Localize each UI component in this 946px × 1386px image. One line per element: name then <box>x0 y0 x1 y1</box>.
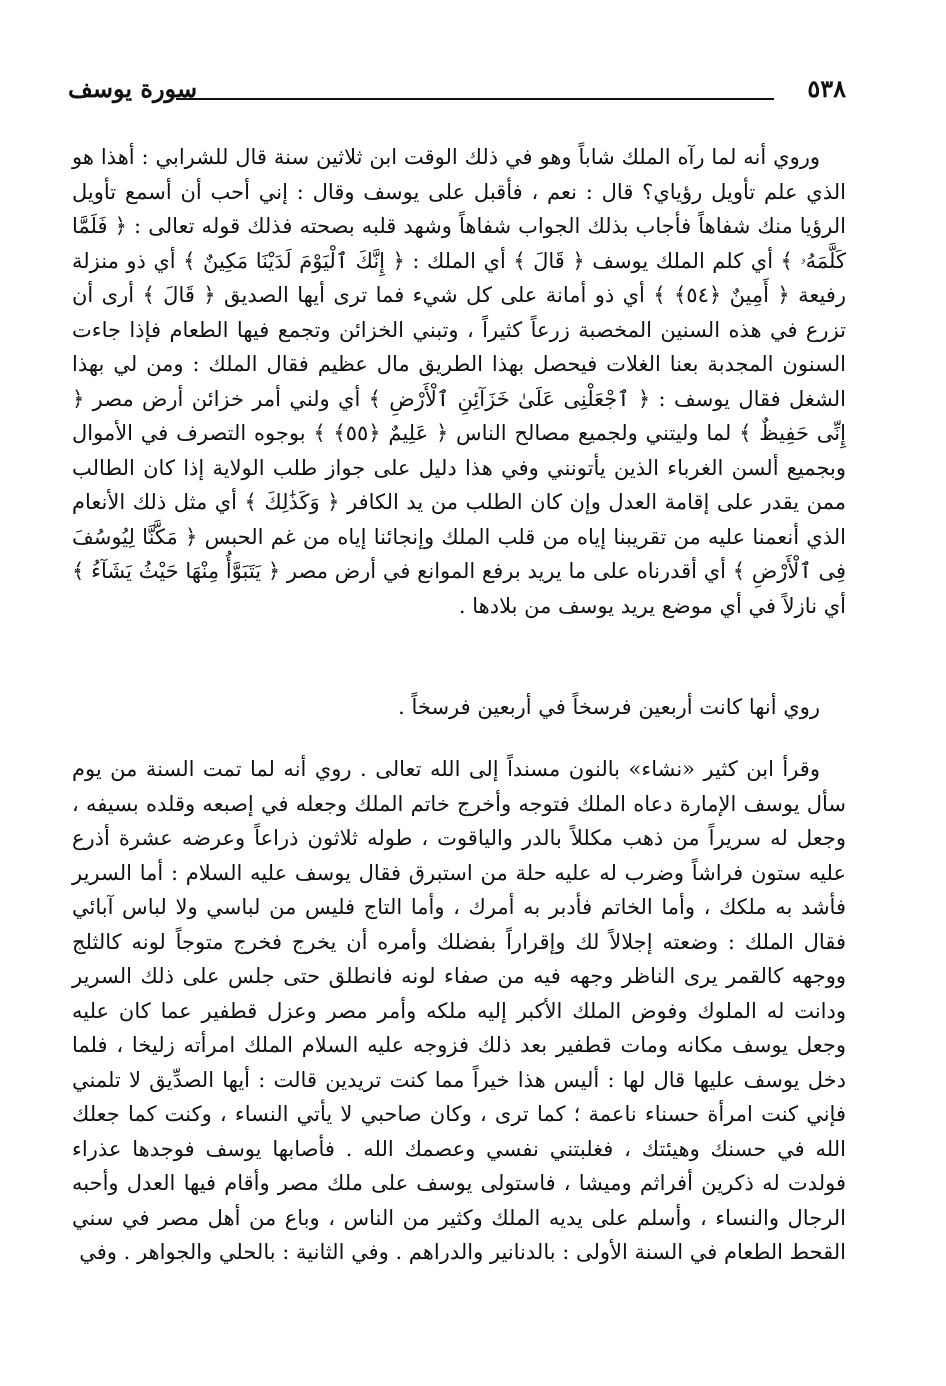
paragraph-1: وروي أنه لما رآه الملك شاباً وهو في ذلك الوقت ابن ثلاثين سنة قال للشرابي : أهذا هو الذي علم تأويل رؤياي؟ قال : نعم ، فأقبل على يوسف وقال : إني أحب أن أسمع تأويل الرؤيا منك شفاهاً فأجاب بذلك الجواب شفاهاً وشهد قلبه بصحته فذلك قوله تعالى : ﴿ فَلَمَّا كَلَّمَهُۥ ﴾ أي كلم الملك يوسف ﴿ قَالَ ﴾ أي الملك : ﴿ إِنَّكَ ٱلْيَوْمَ لَدَيْنَا مَكِينٌ ﴾ أي ذو منزلة رفيعة ﴿ أَمِينٌ ﴿٥٤﴾ ﴾ أي ذو أمانة على كل شيء فما ترى أيها الصديق ﴿ قَالَ ﴾ أرى أن تزرع في هذه السنين المخصبة زرعاً كثيراً ، وتبني الخزائن وتجمع فيها الطعام فإذا جاءت السنون المجدبة بعنا الغلات فيحصل بهذا الطريق مال عظيم فقال الملك : ومن لي بهذا الشغل فقال يوسف : ﴿ ٱجْعَلْنِى عَلَىٰ خَزَآئِنِ ٱلْأَرْضِ ﴾ أي ولني أمر خزائن أرض مصر ﴿ إِنِّى حَفِيظٌ ﴾ لما وليتني ولجميع مصالح الناس ﴿ عَلِيمٌ ﴿٥٥﴾ ﴾ بوجوه التصرف في الأموال وبجميع ألسن الغرباء الذين يأتونني وفي هذا دليل على جواز طلب الولاية إذا كان الطالب ممن يقدر على إقامة العدل وإن كان الطلب من يد الكافر ﴿ وَكَذَٰلِكَ ﴾ أي مثل ذلك الأنعام الذي أنعمنا عليه من تقريبنا إياه من قلب الملك وإنجائنا إياه من غم الحبس ﴿ مَكَّنَّا لِيُوسُفَ فِى ٱلْأَرْضِ ﴾ أي أقدرناه على ما يريد برفع الموانع في أرض مصر ﴿ يَتَبَوَّأُ مِنْهَا حَيْثُ يَشَآءُ ﴾ أي نازلاً في أي موضع يريد يوسف من بلادها . <box>72 145 846 618</box>
paragraph-2: روي أنها كانت أربعين فرسخاً في أربعين فرسخاً . <box>398 695 820 719</box>
page-number: ٥٣٨ <box>807 74 846 103</box>
surah-name: سورة يوسف <box>68 74 198 103</box>
page-header <box>68 74 846 108</box>
paragraph-3: وقرأ ابن كثير «نشاء» بالنون مسنداً إلى الله تعالى . روي أنه لما تمت السنة من يوم سأل يوسف الإمارة دعاه الملك فتوجه وأخرج خاتم الملك وجعله في إصبعه وقلده بسيفه ، وجعل له سريراً من ذهب مكللاً بالدر والياقوت ، طوله ثلاثون ذراعاً وعرضه عشرة أذرع عليه ستون فراشاً وضرب له عليه حلة من استبرق فقال يوسف عليه السلام : أما السرير فأشد به ملكك ، وأما الخاتم فأدبر به أمرك ، وأما التاج فليس من لباسي ولا لباس آبائي فقال الملك : وضعته إجلالاً لك وإقراراً بفضلك وأمره أن يخرج فخرج متوجاً لونه كالثلج ووجهه كالقمر يرى الناظر وجهه فيه من صفاء لونه فانطلق حتى جلس على ذلك السرير ودانت له الملوك وفوض الملك الأكبر إليه ملكه وأمر مصر وعزل قطفير عما كان عليه وجعل يوسف مكانه ومات قطفير بعد ذلك فزوجه عليه السلام الملك امرأته زليخا ، فلما دخل يوسف عليها قال لها : أليس هذا خيراً مما كنت تريدين قالت : أيها الصدِّيق لا تلمني فإني كنت امرأة حسناء ناعمة ؛ كما ترى ، وكان صاحبي لا يأتي النساء ، وكنت كما جعلك الله في حسنك وهيئتك ، فغلبتني نفسي وعصمك الله . فأصابها يوسف فوجدها عذراء فولدت له ذكرين أفراثم وميشا ، فاستولى يوسف على ملك مصر وأقام فيها العدل وأحبه الرجال والنساء ، وأسلم على يديه الملك وكثير من الناس ، وباع من أهل مصر في سني القحط الطعام في السنة الأولى : بالدنانير والدراهم . وفي الثانية : بالحلي والجواهر . وفي <box>72 757 846 1264</box>
header-rule <box>176 98 774 100</box>
